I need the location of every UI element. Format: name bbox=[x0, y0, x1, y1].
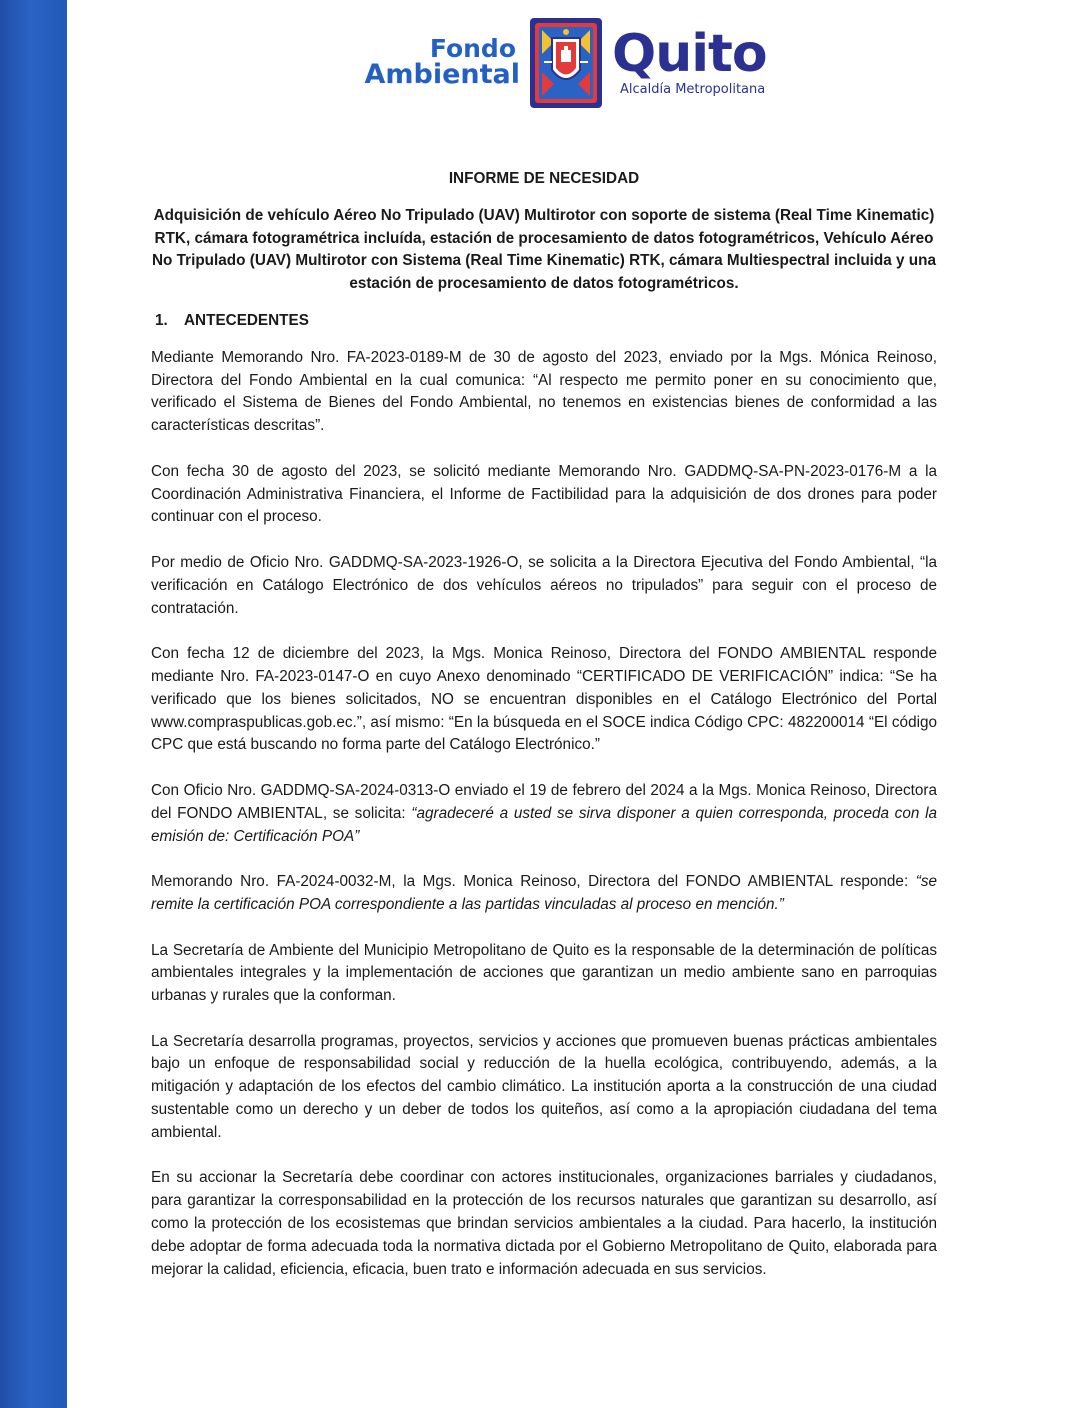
paragraph-8: La Secretaría desarrolla programas, proyectos, servicios y acciones que promueven buenas prácticas ambientales bajo un enfoque de responsabilidad social y reducción de la huella ecológica, contribuyendo, además, a la mitigación y adaptación de los efectos del cambio climático. La institución aporta a la construcción de una ciudad sustentable como un derecho y un deber de todos los quiteños, así como a la apropiación ciudadana del tema ambiental. bbox=[151, 1032, 937, 1141]
quito-coat-of-arms-icon bbox=[530, 18, 602, 108]
section-heading-antecedentes bbox=[151, 310, 937, 333]
left-blue-margin-bar bbox=[0, 0, 67, 1408]
fondo-logo-line2: Ambiental bbox=[364, 59, 520, 90]
paragraph-6-text: Memorando Nro. FA-2024-0032-M, la Mgs. Monica Reinoso, Directora del FONDO AMBIENTAL responde: bbox=[151, 873, 916, 891]
paragraph-5 bbox=[151, 780, 937, 848]
quito-logo-subtitle: Alcaldía Metropolitana bbox=[620, 82, 766, 97]
paragraph-5-quote: “agradeceré a usted se sirva disponer a quien corresponda, proceda con la emisión de: Certificación POA” bbox=[151, 804, 937, 845]
paragraph-2: Con fecha 30 de agosto del 2023, se solicitó mediante Memorando Nro. GADDMQ-SA-PN-2023-0176-M a la Coordinación Administrativa Financiera, el Informe de Factibilidad para la adquisición de dos drones para poder continuar con el proceso. bbox=[151, 462, 937, 526]
paragraph-1: Mediante Memorando Nro. FA-2023-0189-M de 30 de agosto del 2023, enviado por la Mgs. Mónica Reinoso, Directora del Fondo Ambiental en la cual comunica: “Al respecto me permito poner en su conocimiento que, verificado el Sistema de Bienes del Fondo Ambiental, no tenemos en existencias bienes de conformidad a las características descritas”. bbox=[151, 348, 937, 435]
quito-logo-wordmark: Quito bbox=[612, 24, 767, 84]
paragraph-4: Con fecha 12 de diciembre del 2023, la Mgs. Monica Reinoso, Directora del FONDO AMBIENTAL responde mediante Nro. FA-2023-0147-O en cuyo Anexo denominado “CERTIFICADO DE VERIFICACIÓN” indica: “Se ha verificado que los bienes solicitados, NO se encuentran disponibles en el Catálogo Electrónico del Portal www.compraspublicas.gob.ec.”, así mismo: “En la búsqueda en el SOCE indica Código CPC: 482200014 “El código CPC que está buscando no forma parte del Catálogo Electrónico.” bbox=[151, 645, 937, 754]
fondo-ambiental-logo bbox=[330, 36, 520, 88]
document-body bbox=[151, 168, 937, 1304]
document-subject: Adquisición de vehículo Aéreo No Tripulado (UAV) Multirotor con soporte de sistema (Real Time Kinematic) RTK, cámara fotogramétrica incluída, estación de procesamiento de datos fotogramétricos, Vehículo Aéreo No Tripulado (UAV) Multirotor con Sistema (Real Time Kinematic) RTK, cámara Multiespectral incluida y una estación de procesamiento de datos fotogramétricos. bbox=[152, 206, 936, 293]
paragraph-3: Por medio de Oficio Nro. GADDMQ-SA-2023-1926-O, se solicita a la Directora Ejecutiva del Fondo Ambiental, “la verificación en Catálogo Electrónico de dos vehículos aéreos no tripulados” para seguir con el proceso de contratación. bbox=[151, 553, 937, 617]
paragraph-9: En su accionar la Secretaría debe coordinar con actores institucionales, organizaciones barriales y ciudadanos, para garantizar la corresponsabilidad en la protección de los recursos naturales que garantizan su desarrollo, así como la protección de los ecosistemas que brindan servicios ambientales a la ciudad. Para hacerlo, la institución debe adoptar de forma adecuada toda la normativa dictada por el Gobierno Metropolitano de Quito, elaborada para mejorar la calidad, eficiencia, eficacia, buen trato e información adecuada en sus servicios. bbox=[151, 1169, 937, 1278]
letterhead bbox=[330, 18, 800, 110]
document-title: INFORME DE NECESIDAD bbox=[448, 170, 640, 187]
section-title: ANTECEDENTES bbox=[184, 311, 309, 329]
paragraph-6 bbox=[151, 871, 937, 917]
paragraph-6-quote: “se remite la certificación POA correspondiente a las partidas vinculadas al proceso en mención.” bbox=[151, 873, 937, 913]
section-number: 1. bbox=[155, 311, 168, 329]
paragraph-7: La Secretaría de Ambiente del Municipio Metropolitano de Quito es la responsable de la determinación de políticas ambientales integrales y la implementación de acciones que garantizan un medio ambiente sano en parroquias urbanas y rurales que la conforman. bbox=[151, 941, 937, 1005]
paragraph-5-text: Con Oficio Nro. GADDMQ-SA-2024-0313-O enviado el 19 de febrero del 2024 a la Mgs. Monica Reinoso, Directora del FONDO AMBIENTAL, se solicita: bbox=[151, 781, 937, 822]
fondo-logo-line1: Fondo bbox=[429, 34, 516, 63]
